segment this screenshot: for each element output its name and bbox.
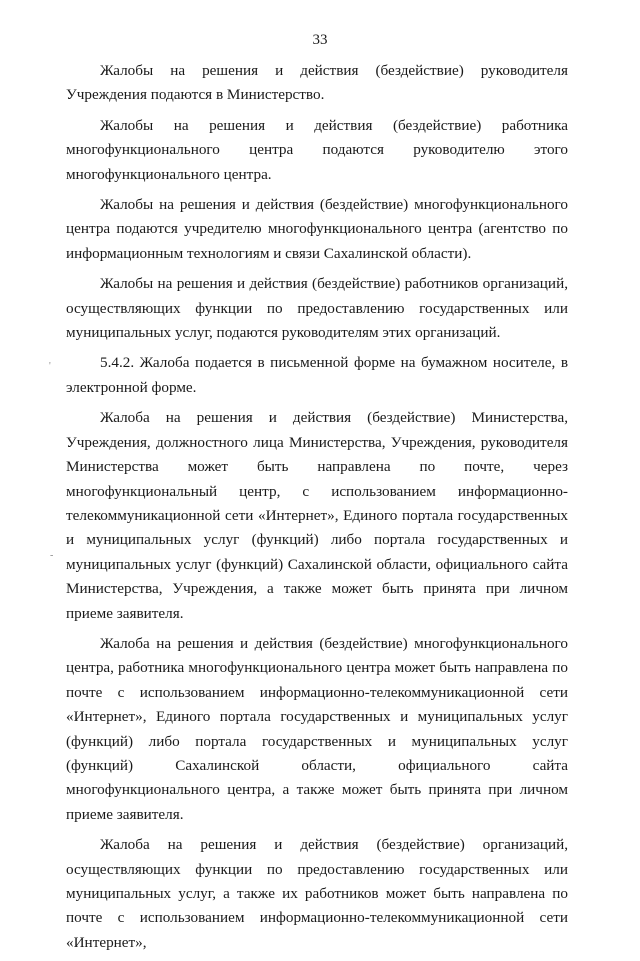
document-body <box>66 59 568 961</box>
paragraph-complaints-organizations: Жалобы на решения и действия (бездействие) работников организаций, осуществляющих функции по предоставлению государственных или муниципальных услуг, подаются руководителям этих организаций. <box>66 275 568 342</box>
page-number: 33 <box>312 32 328 48</box>
scan-speck: ' <box>49 361 51 372</box>
paragraph-complaints-mfc-employee: Жалобы на решения и действия (бездействие) работника многофункционального центра подаются руководителю этого многофункционального центра. <box>66 116 568 183</box>
paragraph-complaint-mfc-channels: Жалоба на решения и действия (бездействие) многофункционального центра, работника многофункционального центра может быть направлена по почте с использованием информационно-телекоммуникационной сети «Интернет», Единого портала государственных и муниципальных услуг (функций) либо портала государственных и муниципальных услуг (функций) Сахалинской области, официального сайта многофункционального центра, а также может быть принята при личном приеме заявителя. <box>66 634 568 823</box>
paragraph-complaint-organizations-channels: Жалоба на решения и действия (бездействие) организаций, осуществляющих функции по предоставлению государственных или муниципальных услуг, а также их работников может быть направлена по почте с использованием информационно-телекоммуникационной сети «Интернет», <box>66 836 568 951</box>
scan-speck: - <box>50 550 54 561</box>
paragraph-complaints-institution-head: Жалобы на решения и действия (бездействие) руководителя Учреждения подаются в Министерство. <box>66 62 568 104</box>
paragraph-complaint-ministry-channels: Жалоба на решения и действия (бездействие) Министерства, Учреждения, должностного лица Министерства, Учреждения, руководителя Министерства может быть направлена по почте, через многофункциональный центр, с использованием информационно-телекоммуникационной сети «Интернет», Единого портала государственных и муниципальных услуг (функций) либо портала государственных и муниципальных услуг (функций) Сахалинской области, официального сайта Министерства, Учреждения, а также может быть принята при личном приеме заявителя. <box>66 409 568 622</box>
paragraph-section-5-4-2: 5.4.2. Жалоба подается в письменной форме на бумажном носителе, в электронной форме. <box>66 354 568 396</box>
paragraph-complaints-mfc: Жалобы на решения и действия (бездействие) многофункционального центра подаются учредителю многофункционального центра (агентство по информационным технологиям и связи Сахалинской области). <box>66 196 568 262</box>
